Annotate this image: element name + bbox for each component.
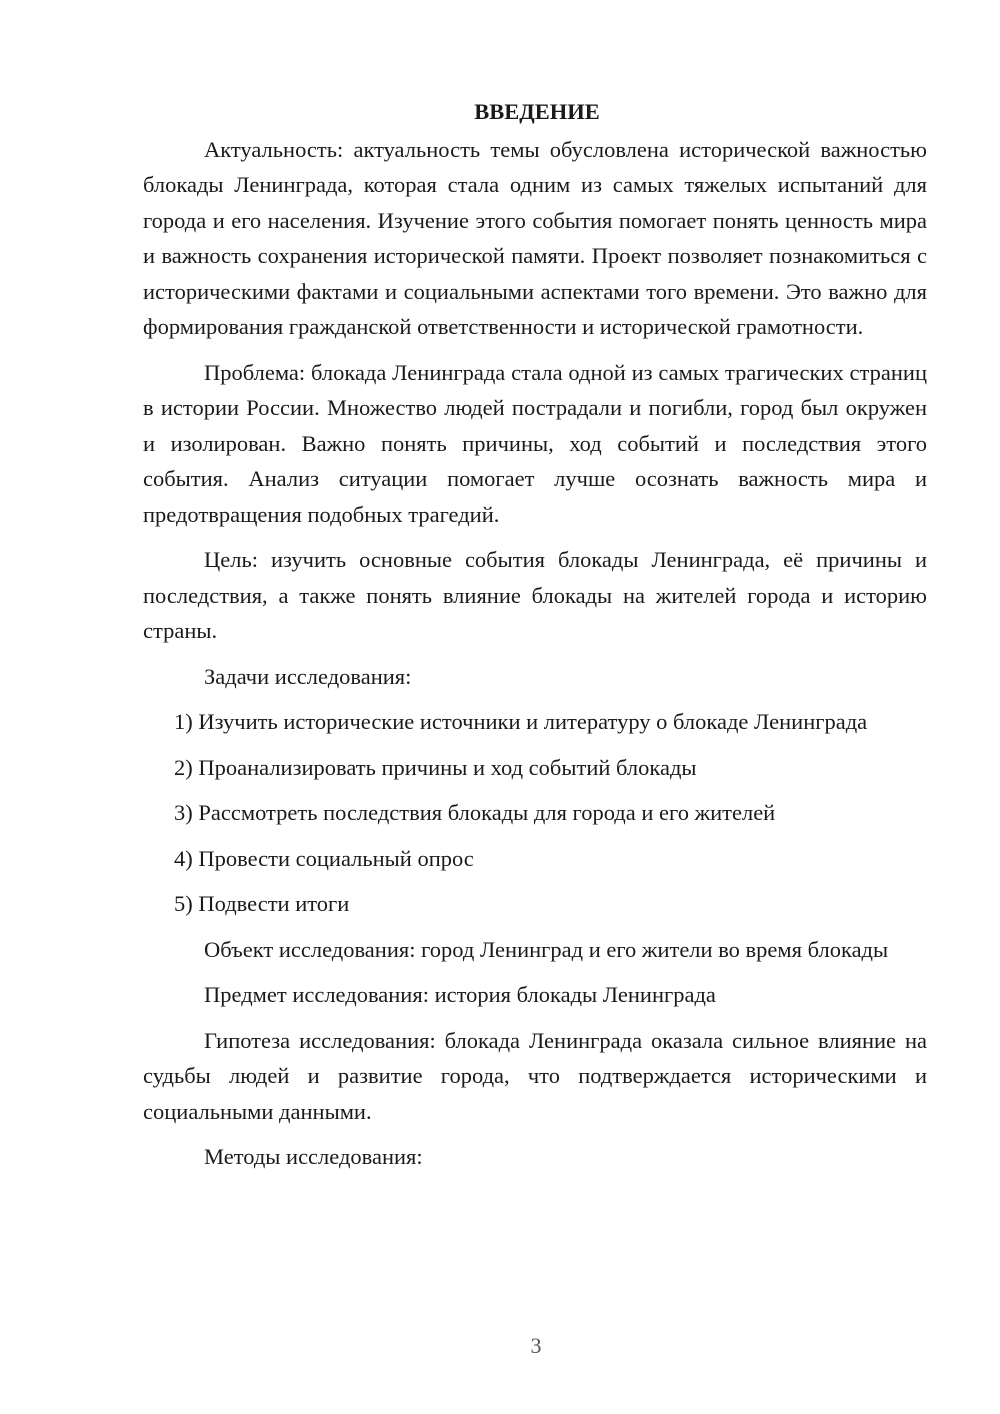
task-item: 3) Рассмотреть последствия блокады для города и его жителей [174,800,776,825]
task-item: 2) Проанализировать причины и ход событий блокады [174,754,697,780]
relevance-paragraph: Актуальность: актуальность темы обусловлена исторической важностью блокады Ленинграда, которая стала одним из самых тяжелых испытаний для города и его населения. Изучение этого события помогает понять ценность мира и важность сохранения исторической памяти. Проект позволяет познакомиться с историческими фактами и социальными аспектами того времени. Это важно для формирования гражданской ответственности и исторической грамотности. [143,136,927,339]
tasks-heading: Задачи исследования: [204,663,412,689]
section-title: ВВЕДЕНИЕ [474,99,600,124]
goal-paragraph: Цель: изучить основные события блокады Ленинграда, её причины и последствия, а также понять влияние блокады на жителей города и историю страны. [143,547,927,643]
problem-paragraph: Проблема: блокада Ленинграда стала одной из самых трагических страниц в истории России. Множество людей пострадали и погибли, город был окружен и изолирован. Важно понять причины, ход событий и последствия этого события. Анализ ситуации помогает лучше осознать важность мира и предотвращения подобных трагедий. [143,359,927,527]
page-number: 3 [530,1333,542,1358]
task-item: 1) Изучить исторические источники и литературу о блокаде Ленинграда [174,709,868,734]
hypothesis-paragraph: Гипотеза исследования: блокада Ленинграда оказала сильное влияние на судьбы людей и развитие города, что подтверждается историческими и социальными данными. [143,1027,927,1124]
methods-heading: Методы исследования: [204,1144,423,1169]
object-paragraph: Объект исследования: город Ленинград и его жители во время блокады [204,936,889,962]
subject-paragraph: Предмет исследования: история блокады Ленинграда [204,982,716,1007]
task-item: 5) Подвести итоги [174,891,350,916]
document-page [143,94,927,1185]
task-item: 4) Провести социальный опрос [174,845,474,871]
